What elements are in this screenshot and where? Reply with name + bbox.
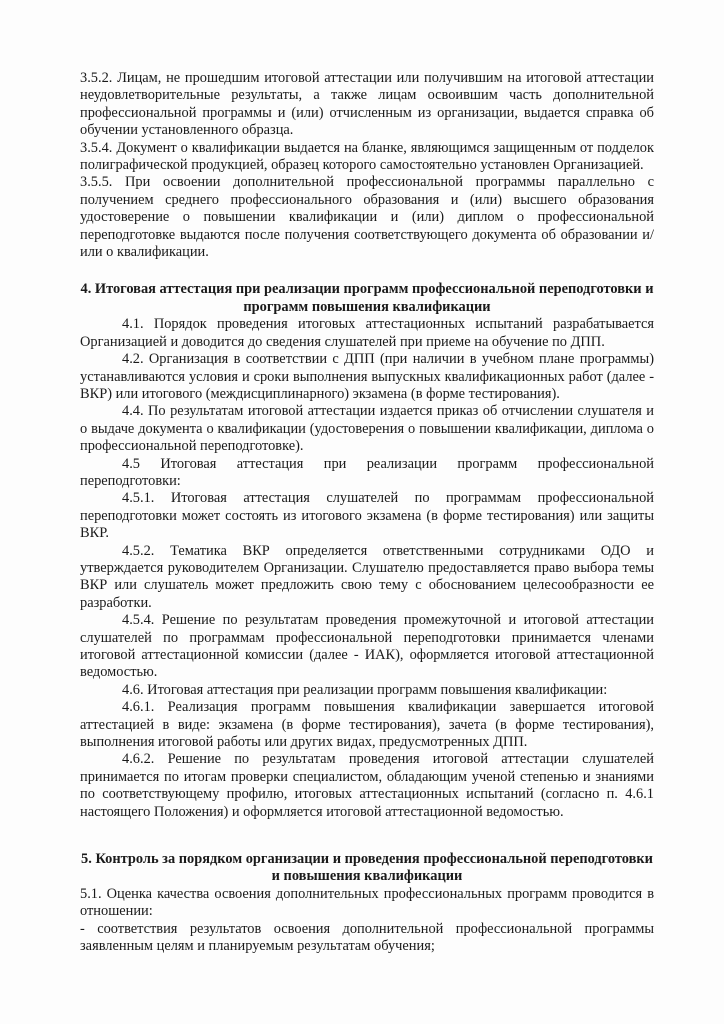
paragraph-5-1: 5.1. Оценка качества освоения дополнительных профессиональных программ проводится в отношении:: [80, 885, 654, 920]
paragraph-4-6-2: 4.6.2. Решение по результатам проведения итоговой аттестации слушателей принимается по итогам проверки специалистом, обладающим ученой степенью и знаниями по соответствующему профилю, итоговых аттестационных испытаний (согласно п. 4.6.1 настоящего Положения) и оформляется итоговой аттестационной ведомостью.: [80, 751, 654, 820]
paragraph-4-1: 4.1. Порядок проведения итоговых аттестационных испытаний разрабатывается Организацией и доводится до сведения слушателей при приеме на обучение по ДПП.: [80, 316, 654, 350]
paragraph-4-6: 4.6. Итоговая аттестация при реализации программ повышения квалификации:: [122, 681, 608, 698]
section-5-heading: 5. Контроль за порядком организации и проведения профессиональной переподготовки и повышения квалификации: [81, 851, 653, 885]
paragraph-4-6-1: 4.6.1. Реализация программ повышения квалификации завершается итоговой аттестацией в виде: экзамена (в форме тестирования), зачета (в форме тестирования), выполнения итоговой работы или других видах, предусмотренных ДПП.: [80, 699, 654, 751]
section-4-heading: 4. Итоговая аттестация при реализации программ профессиональной переподготовки и программ повышения квалификации: [80, 281, 654, 315]
spacer: [80, 261, 654, 281]
paragraph-4-5-2: 4.5.2. Тематика ВКР определяется ответственными сотрудниками ОДО и утверждается руководителем Организации. Слушателю предоставляется право выбора темы ВКР или слушатель может предложить свою тему с обоснованием целесообразности ее разработки.: [80, 542, 654, 611]
paragraph-3-5-2: 3.5.2. Лицам, не прошедшим итоговой аттестации или получившим на итоговой аттестации неудовлетворительные результаты, а также лицам освоившим часть дополнительной профессиональной программы и (или) отчисленным из организации, выдается справка об обучении установленного образца.: [80, 70, 654, 139]
paragraph-4-5: 4.5 Итоговая аттестация при реализации программ профессиональной переподготовки:: [80, 455, 654, 489]
document-body: [80, 70, 654, 956]
paragraph-3-5-4: 3.5.4. Документ о квалификации выдается на бланке, являющимся защищенным от подделок полиграфической продукцией, образец которого самостоятельно установлен Организацией.: [80, 139, 654, 174]
spacer: [80, 841, 654, 851]
paragraph-4-5-1: 4.5.1. Итоговая аттестация слушателей по программам профессиональной переподготовки может состоять из итогового экзамена (в форме тестирования) или защиты ВКР.: [80, 490, 654, 542]
paragraph-4-4: 4.4. По результатам итоговой аттестации издается приказ об отчислении слушателя и о выдаче документа о квалификации (удостоверения о повышении квалификации, диплома о профессиональной переподготовке).: [80, 403, 654, 455]
bullet-item: - соответствия результатов освоения дополнительной профессиональной программы заявленным целям и планируемым результатам обучения;: [80, 920, 654, 955]
paragraph-3-5-5: 3.5.5. При освоении дополнительной профессиональной программы параллельно с получением среднего профессионального образования и (или) высшего образования удостоверение о повышении квалификации и (или) диплом о профессиональной переподготовке выдаются после получения соответствующего документа об образовании и/или о квалификации.: [80, 174, 654, 261]
paragraph-4-5-4: 4.5.4. Решение по результатам проведения промежуточной и итоговой аттестации слушателей по программам профессиональной переподготовки принимается членами итоговой аттестационной комиссии (далее - ИАК), оформляется итоговой аттестационной ведомостью.: [80, 612, 654, 681]
paragraph-4-2: 4.2. Организация в соответствии с ДПП (при наличии в учебном плане программы) устанавливаются условия и сроки выполнения выпускных квалификационных работ (далее - ВКР) или итогового (междисциплинарного) экзамена (в форме тестирования).: [80, 351, 654, 402]
spacer: [80, 821, 654, 841]
